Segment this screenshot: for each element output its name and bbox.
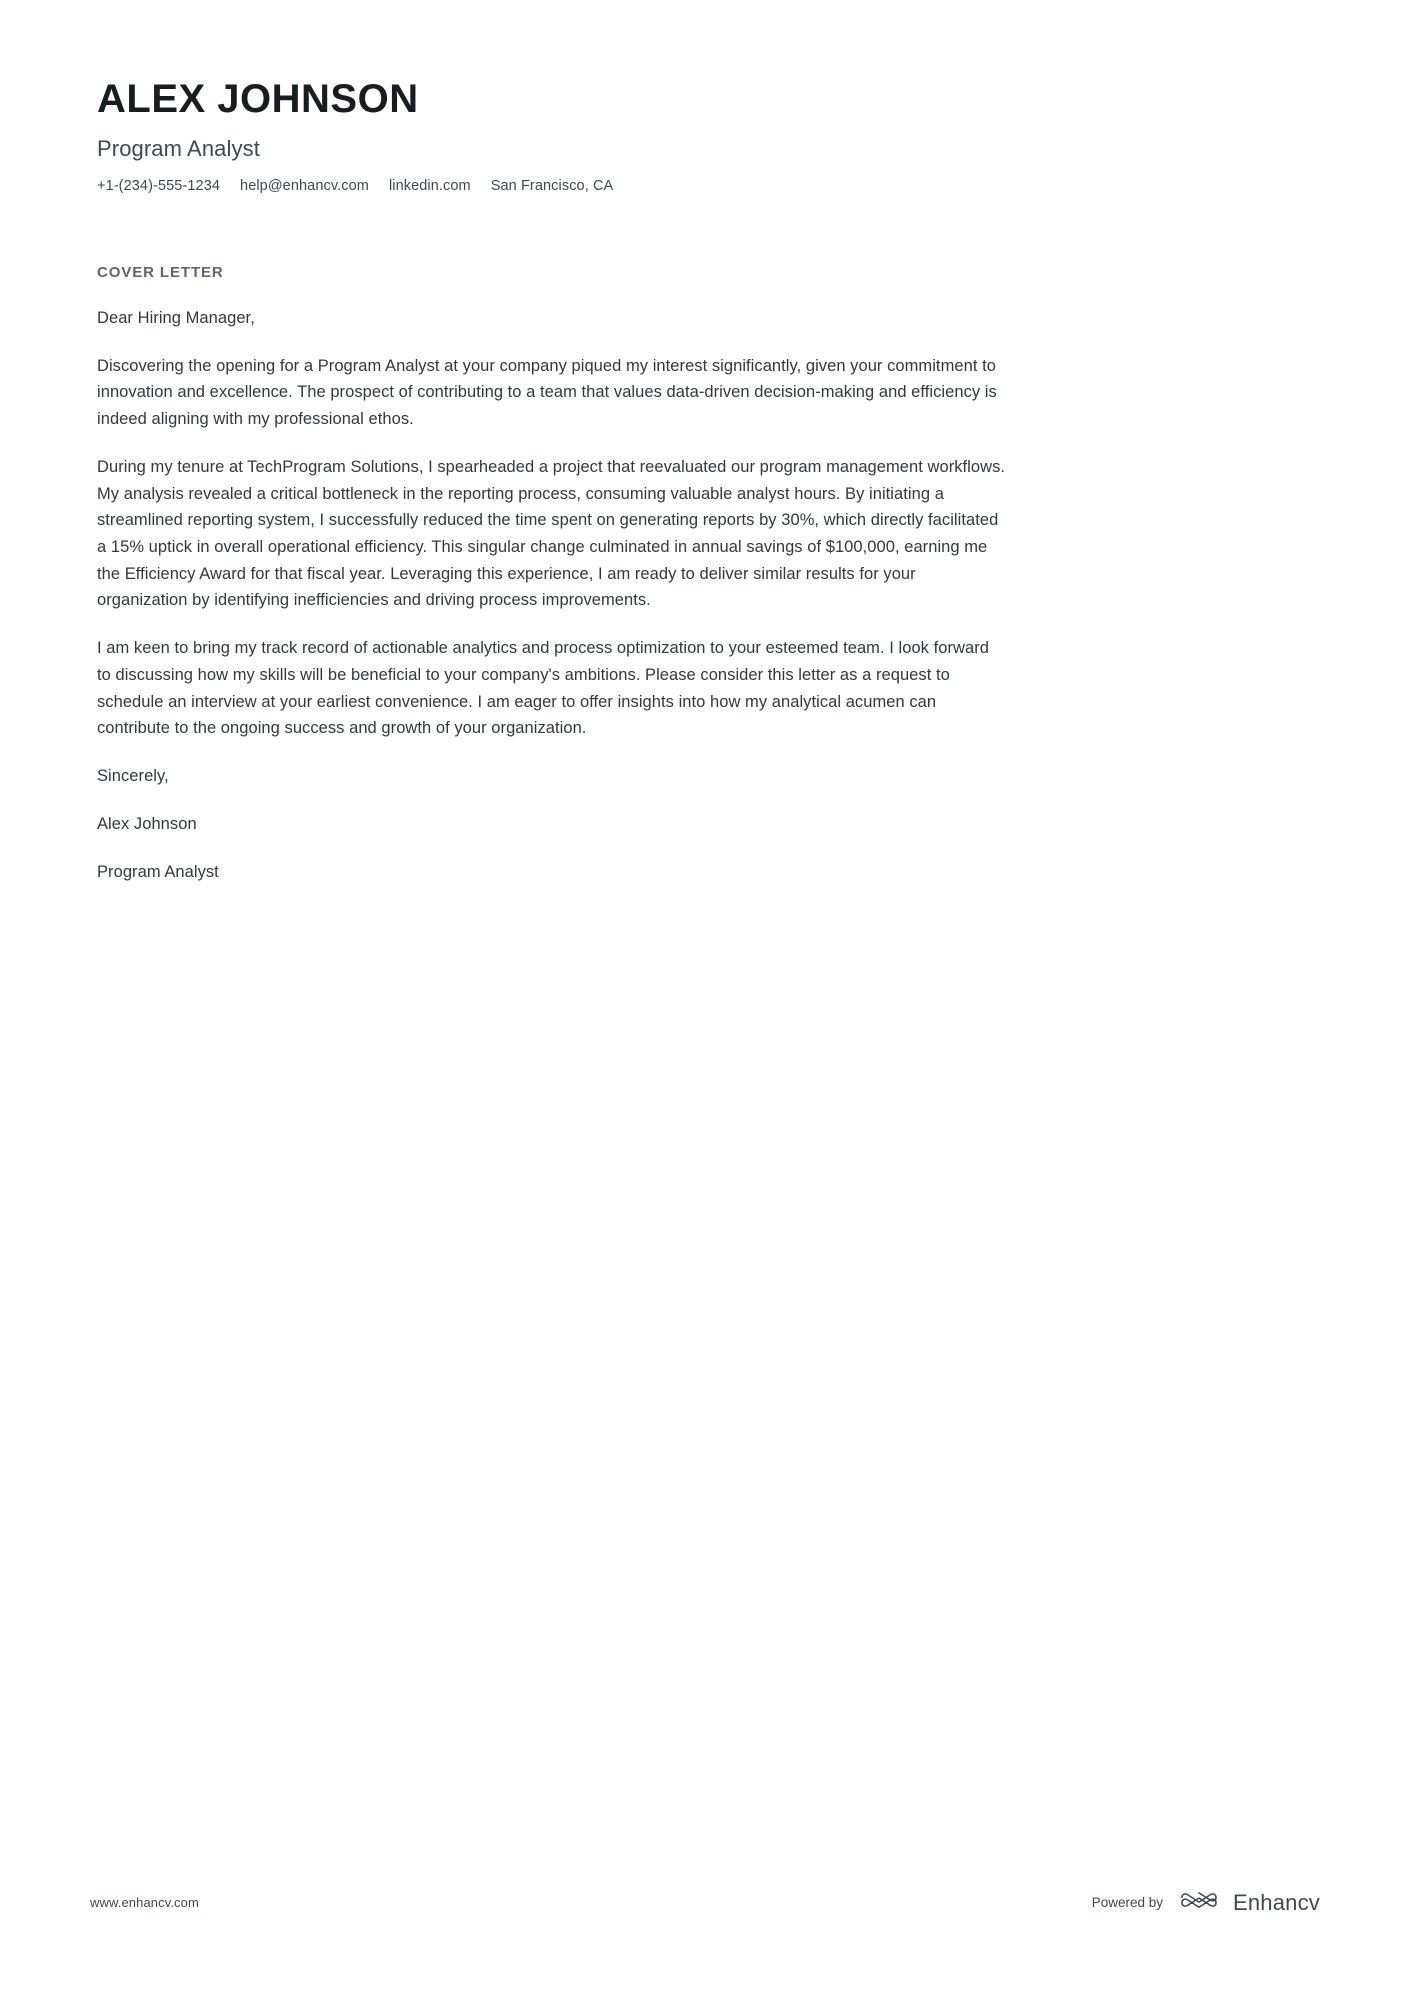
footer-website-url[interactable]: www.enhancv.com (90, 1895, 199, 1910)
paragraph-3: I am keen to bring my track record of actionable analytics and process optimization to your esteemed team. I look forward to discussing how my skills will be beneficial to your company's ambitions. Please consider this letter as a request to schedule an interview at your earliest convenience. I am eager to offer insights into how my analytical acumen can contribute to the ongoing success and growth of your organization. (97, 639, 989, 738)
contact-location: San Francisco, CA (490, 178, 614, 194)
job-title: Program Analyst (97, 136, 260, 161)
page-title: ALEX JOHNSON (97, 77, 419, 121)
powered-by-label: Powered by (1091, 1895, 1163, 1910)
enhancv-logo-icon (1177, 1888, 1223, 1917)
salutation: Dear Hiring Manager, (97, 309, 255, 327)
signature-name: Alex Johnson (97, 814, 197, 833)
contact-email[interactable]: help@enhancv.com (240, 178, 369, 194)
enhancv-brand-name: Enhancv (1232, 1889, 1320, 1915)
paragraph-1: Discovering the opening for a Program Analyst at your company piqued my interest significantly, given your commitment to innovation and excellence. The prospect of contributing to a team that values data-driven decision-making and efficiency is indeed aligning with my professional ethos. (97, 356, 997, 429)
letter-content (97, 76, 1007, 906)
contact-phone: +1-(234)-555-1234 (97, 178, 221, 194)
contact-list (97, 178, 1007, 194)
paragraph-2: During my tenure at TechProgram Solutions, I spearheaded a project that reevaluated our program management workflows. My analysis revealed a critical bottleneck in the reporting process, consuming valuable analyst hours. By initiating a streamlined reporting system, I successfully reduced the time spent on generating reports by 30%, which directly facilitated a 15% uptick in overall operational efficiency. This singular change culminated in annual savings of $100,000, earning me the Efficiency Award for that fiscal year. Leveraging this experience, I am ready to deliver similar results for your organization by identifying inefficiencies and driving process improvements. (97, 457, 1006, 610)
closing: Sincerely, (97, 767, 169, 786)
page-footer (90, 1888, 1320, 1917)
powered-by-block (1092, 1888, 1320, 1917)
signature-title: Program Analyst (97, 862, 219, 881)
enhancv-brand (1177, 1888, 1320, 1917)
contact-linkedin[interactable]: linkedin.com (388, 178, 471, 194)
section-title-cover-letter: COVER LETTER (97, 264, 224, 281)
cover-letter-body (97, 305, 1007, 885)
